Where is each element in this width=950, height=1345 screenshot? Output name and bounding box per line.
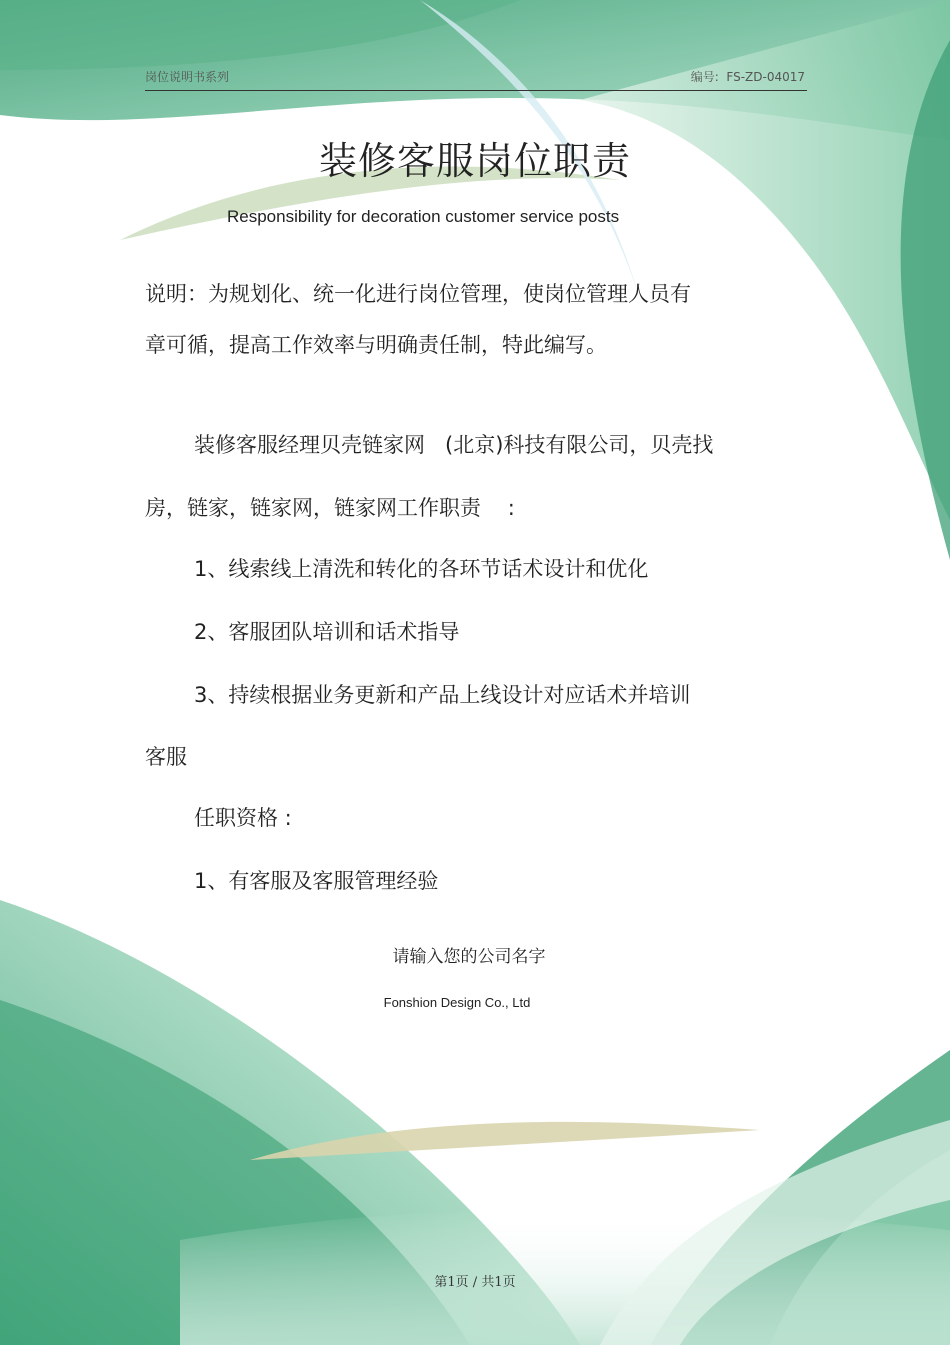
document-series-label: 岗位说明书系列 [145, 70, 230, 84]
qualification-item-1: 1、有客服及客服管理经验 [194, 869, 439, 893]
company-line-2: 房，链家，链家网，链家网工作职责 : [145, 496, 515, 520]
document-code: 编号: FS-ZD-04017 [690, 70, 805, 84]
duty-item-3-line-1: 3、持续根据业务更新和产品上线设计对应话术并培训 [194, 683, 691, 707]
page-number: 第1页 / 共1页 [434, 1275, 516, 1290]
page-title: 装修客服岗位职责 [318, 139, 631, 183]
intro-line-2: 章可循，提高工作效率与明确责任制，特此编写。 [145, 333, 607, 357]
duty-item-3-line-2: 客服 [145, 745, 187, 769]
header-divider [145, 90, 807, 91]
company-line-1: 装修客服经理贝壳链家网 (北京)科技有限公司，贝壳找 [194, 433, 714, 457]
duty-item-1: 1、线索线上清洗和转化的各环节话术设计和优化 [194, 557, 649, 581]
company-name: 请输入您的公司名字 [392, 947, 546, 967]
duty-item-2: 2、客服团队培训和话术指导 [194, 620, 460, 644]
page-subtitle: Responsibility for decoration customer service posts [227, 207, 620, 226]
qualification-heading: 任职资格 : [194, 806, 292, 830]
intro-line-1: 说明：为规划化、统一化进行岗位管理，使岗位管理人员有 [145, 282, 691, 306]
company-name-english: Fonshion Design Co., Ltd [383, 995, 531, 1010]
